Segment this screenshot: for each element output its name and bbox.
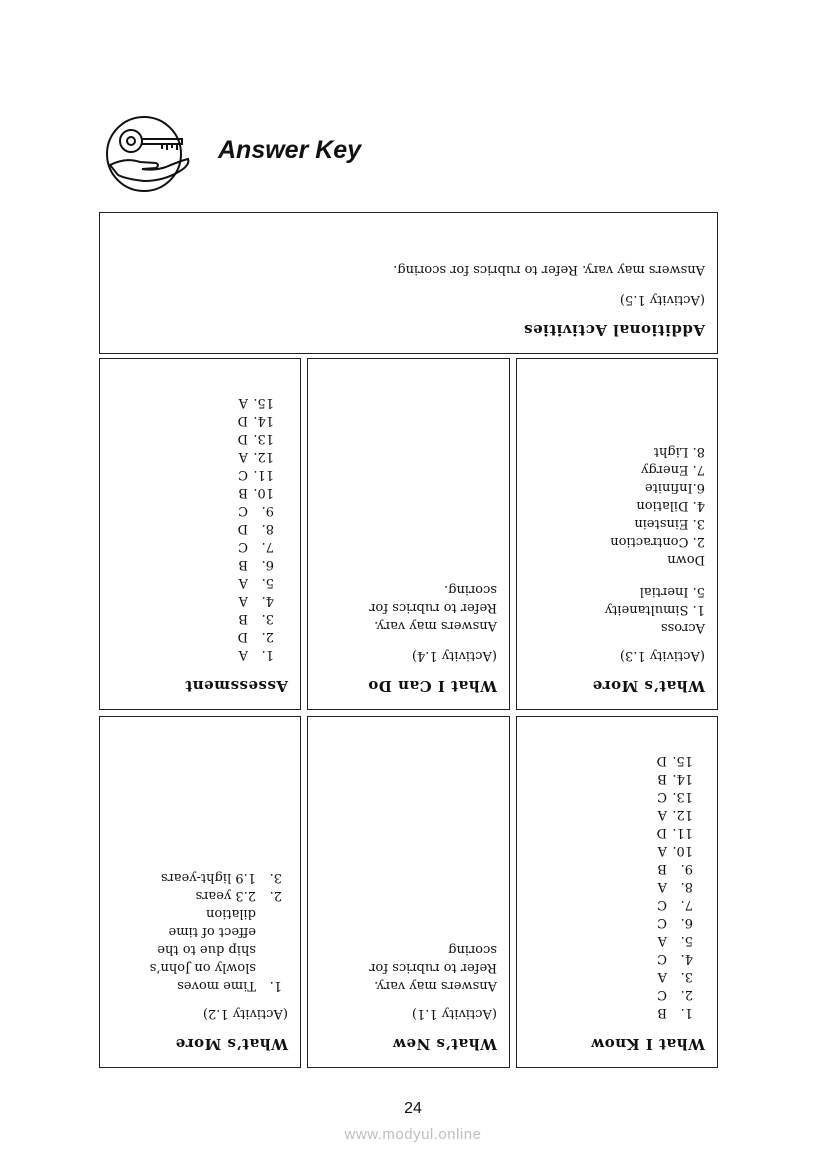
answer-number: 2. [261, 629, 274, 644]
answer-item [529, 751, 693, 769]
what-i-know-box [516, 716, 718, 1068]
answer-item [112, 609, 274, 627]
text-line: scoring. [444, 582, 497, 597]
answer-number: 2. [680, 987, 693, 1002]
answer-item [529, 769, 693, 787]
answer-letter: B [657, 861, 667, 876]
whats-more-13-box [516, 358, 718, 710]
answer-letter: A [238, 593, 248, 608]
answer-letter: D [237, 431, 248, 446]
answer-item [529, 805, 693, 823]
answer-item [112, 393, 274, 411]
whats-more-13-activity: (Activity 1.3) [619, 648, 705, 663]
answer-letter: D [656, 825, 667, 840]
answer-item [529, 949, 693, 967]
answer-number: 10. [672, 843, 693, 858]
what-i-can-do-box [307, 358, 510, 710]
answer-number: 11. [672, 825, 693, 840]
answer-letter: A [657, 843, 667, 858]
answer-number: 9. [680, 861, 693, 876]
whats-more-12-title: What’s More [175, 1035, 288, 1053]
answer-item [112, 555, 274, 573]
whats-more-12-activity: (Activity 1.2) [202, 1006, 288, 1021]
answer-number: 4. [680, 951, 693, 966]
down-label: Down [667, 552, 705, 567]
answer-item [529, 913, 693, 931]
assessment-answer-list [112, 393, 288, 663]
answer-letter: A [238, 647, 248, 662]
answer-item [529, 823, 693, 841]
answer-number: 1. [261, 647, 274, 662]
answer-number: 15. [253, 395, 274, 410]
answer-number: 8. [261, 521, 274, 536]
whats-new-text [320, 940, 497, 994]
answer-item [112, 627, 274, 645]
whats-new-title: What’s New [392, 1035, 497, 1053]
what-i-can-do-title: What I Can Do [367, 677, 497, 695]
answer-item: 3.1.9 light-years [160, 870, 282, 885]
answer-letter: C [657, 951, 667, 966]
answer-letter: D [237, 629, 248, 644]
answer-number: 3. [261, 611, 274, 626]
additional-activities-text: Answers may vary. Refer to rubrics for scoring. [393, 262, 705, 277]
answer-item [529, 985, 693, 1003]
text-line: scoring [448, 942, 497, 957]
answer-line: ship due to the [157, 942, 256, 957]
answer-item [112, 591, 274, 609]
answer-number: 14. [253, 413, 274, 428]
whats-more-13-title: What’s More [592, 677, 705, 695]
text-line: Refer to rubrics for [369, 960, 497, 975]
answer-item [112, 501, 274, 519]
answer-number: 6. [261, 557, 274, 572]
text-line: Refer to rubrics for [369, 600, 497, 615]
answer-letter: C [657, 897, 667, 912]
answer-number: 7. [680, 897, 693, 912]
answer-number: 5. [680, 933, 693, 948]
assessment-title: Assessment [184, 677, 288, 695]
answer-letter: A [657, 879, 667, 894]
answer-letter: C [657, 789, 667, 804]
answer-item [112, 429, 274, 447]
answer-item [112, 411, 274, 429]
answer-number: 6. [680, 915, 693, 930]
down-item: 6.Infinite [644, 480, 705, 495]
down-item: 4. Dilation [636, 498, 705, 513]
page-title: Answer Key [218, 136, 362, 164]
answer-item [529, 877, 693, 895]
key-in-hand-logo [104, 113, 200, 195]
whats-new-activity: (Activity 1.1) [411, 1006, 497, 1021]
answer-number: 5. [261, 575, 274, 590]
answer-item [529, 787, 693, 805]
answer-letter: B [657, 1005, 667, 1020]
down-item: 8. Light [653, 444, 705, 459]
answer-item [529, 895, 693, 913]
what-i-know-title: What I Know [590, 1035, 705, 1053]
whats-more-12-box [99, 716, 301, 1068]
assessment-box [99, 358, 301, 710]
answer-number: 7. [261, 539, 274, 554]
what-i-know-answer-list [529, 751, 705, 1021]
answer-letter: C [657, 987, 667, 1002]
page-number: 24 [404, 1100, 422, 1117]
across-label: Across [660, 620, 705, 635]
answer-item [529, 967, 693, 985]
what-i-can-do-text [320, 580, 497, 634]
answer-number: 14. [672, 771, 693, 786]
answer-item [112, 483, 274, 501]
answer-number: 13. [672, 789, 693, 804]
answer-item [112, 447, 274, 465]
answer-item [112, 645, 274, 663]
watermark: www.modyul.online [344, 1126, 482, 1143]
answer-number: 13. [253, 431, 274, 446]
answer-letter: A [657, 969, 667, 984]
answer-letter: B [238, 611, 248, 626]
answer-letter: C [238, 503, 248, 518]
answer-letter: C [657, 915, 667, 930]
answer-letter: C [238, 467, 248, 482]
answer-letter: A [657, 933, 667, 948]
answer-letter: B [238, 557, 248, 572]
answer-letter: D [656, 753, 667, 768]
answer-letter: C [238, 539, 248, 554]
what-i-can-do-activity: (Activity 1.4) [411, 648, 497, 663]
answer-number: 11. [253, 467, 274, 482]
answer-item [112, 537, 274, 555]
answer-number: 15. [672, 753, 693, 768]
additional-activities-title: Additional Activities [523, 321, 705, 339]
answer-item [529, 1003, 693, 1021]
answer-letter: A [238, 575, 248, 590]
answer-number: 9. [261, 503, 274, 518]
down-item: 7. Energy [641, 462, 705, 477]
answer-letter: B [238, 485, 248, 500]
answer-item [529, 859, 693, 877]
key-icon [120, 130, 182, 152]
answer-item [112, 465, 274, 483]
answer-number: 3. [680, 969, 693, 984]
whats-new-box [307, 716, 510, 1068]
answer-letter: A [238, 395, 248, 410]
answer-item [529, 931, 693, 949]
additional-activities-activity: (Activity 1.5) [619, 292, 705, 307]
answer-letter: A [657, 807, 667, 822]
answer-line: slowly on John’s [149, 960, 256, 975]
down-item: 3. Einstein [634, 516, 705, 531]
answer-item [529, 841, 693, 859]
answer-letter: D [237, 521, 248, 536]
down-item: 2. Contraction [610, 534, 705, 549]
answer-item [112, 519, 274, 537]
answer-letter: B [657, 771, 667, 786]
answer-item: 2.2.3 years [195, 888, 282, 903]
answer-number: 10. [253, 485, 274, 500]
across-item: 5. Inertial [639, 584, 705, 599]
answer-number: 1. [680, 1005, 693, 1020]
answer-item: 1.Time moves [177, 978, 282, 993]
answer-item [112, 573, 274, 591]
logo-circle [107, 117, 181, 191]
answer-number: 12. [672, 807, 693, 822]
additional-activities-box [99, 212, 718, 354]
answer-line: effect of time [168, 924, 256, 939]
across-item: 1. Simultaneity [604, 602, 705, 617]
answer-number: 12. [253, 449, 274, 464]
answer-number: 4. [261, 593, 274, 608]
text-line: Answers may vary. [374, 978, 497, 993]
answer-letter: A [238, 449, 248, 464]
whats-more-12-answers [112, 868, 288, 994]
text-line: Answers may vary. [374, 618, 497, 633]
answer-line: dilation [206, 906, 256, 921]
answer-letter: D [237, 413, 248, 428]
answer-number: 8. [680, 879, 693, 894]
